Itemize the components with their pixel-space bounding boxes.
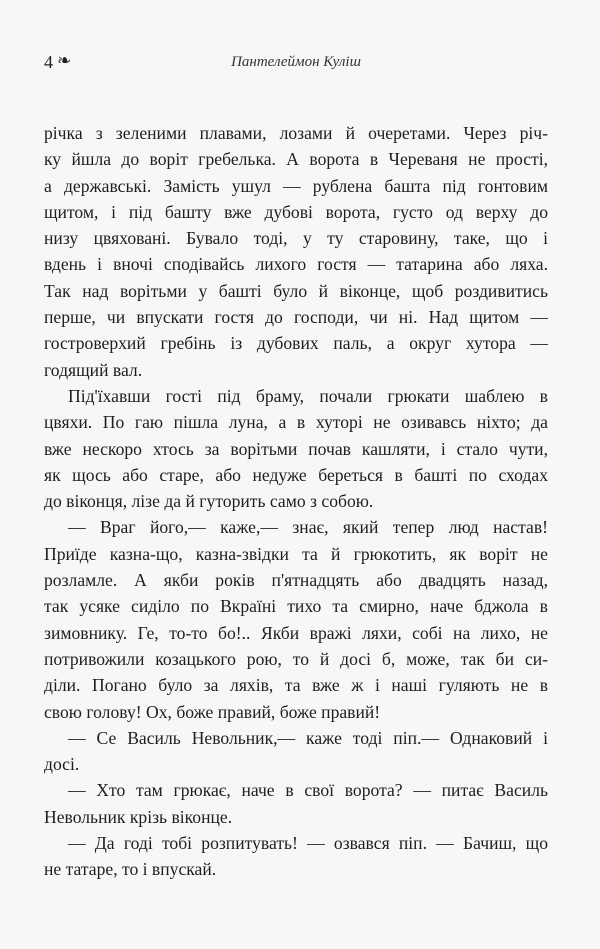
text-line: зимовнику. Ге, то-то бо!.. Якби вражі ляхи, собі на лихо, не — [44, 622, 548, 643]
text-line: низу цвяховані. Бувало тоді, у ту старовину, таке, що і — [44, 228, 548, 249]
text-line: Приїде казна-що, казна-звідки та й грюкотить, як воріт не — [44, 543, 548, 564]
paragraph — [44, 120, 548, 383]
text-line: — Хто там грюкає, наче в свої ворота? — питає Василь — [68, 780, 548, 801]
paragraph — [44, 383, 548, 514]
text-line: а державські. Замість ушул — рублена башта під гонтовим — [44, 175, 548, 196]
running-title: Пантелеймон Куліш — [231, 54, 361, 70]
text-line: вже нескоро хтось за ворітьми почав кашляти, і стало чути, — [44, 438, 548, 459]
text-line: Так над ворітьми у башті було й віконце, щоб роздивитись — [44, 280, 548, 301]
text-line: так усяке сиділо по Вкраїні тихо та смирно, наче бджола в — [44, 596, 548, 617]
text-line: розламле. А якби років п'ятнадцять або двадцять назад, — [44, 570, 548, 591]
text-line: гостроверхий гребінь із дубових паль, а округ хутора — — [44, 333, 548, 354]
page-body-text — [44, 120, 548, 883]
page-number: 4 — [44, 52, 53, 72]
text-line: Під'їхавши гості під браму, почали грюкати шаблею в — [68, 385, 548, 406]
text-line: вдень і вночі сподівайсь лихого гостя — татарина або ляха. — [44, 254, 548, 275]
paragraph — [44, 777, 548, 830]
text-line: потривожили козацького рою, то й досі б, може, так би си- — [44, 648, 548, 669]
text-line: — Враг його,— каже,— знає, який тепер люд настав! — [68, 517, 548, 538]
text-line: ку йшла до воріт гребелька. А ворота в Череваня не прості, — [44, 149, 548, 170]
paragraph — [44, 514, 548, 724]
text-line: щитом, і під башту вже дубові ворота, густо од верху до — [44, 201, 548, 222]
text-line: досі. — [44, 754, 80, 775]
paragraph — [44, 725, 548, 778]
paragraph — [44, 830, 548, 883]
text-line: цвяхи. По гаю пішла луна, а в хуторі не озивавсь ніхто; да — [44, 412, 548, 433]
text-line: діли. Погано було за ляхів, та вже ж і наші гуляють не в — [44, 675, 548, 696]
text-line: Невольник крізь віконце. — [44, 806, 233, 827]
text-line: як щось або старе, або недуже береться в башті по сходах — [44, 464, 548, 485]
text-line: не татаре, то і впускай. — [44, 859, 217, 880]
text-line: свою голову! Ох, боже правий, боже правий! — [44, 701, 381, 722]
page-header — [44, 52, 548, 76]
text-line: річка з зеленими плавами, лозами й очеретами. Через річ- — [44, 123, 548, 143]
text-line: — Се Василь Невольник,— каже тоді піп.— Однаковий і — [68, 727, 548, 748]
text-line: годящий вал. — [44, 359, 143, 380]
text-line: — Да годі тобі розпитувать! — озвався піп. — Бачиш, що — [68, 833, 548, 854]
text-line: до віконця, лізе да й гуторить само з собою. — [44, 491, 374, 512]
text-line: перше, чи впускати гостя до господи, чи ні. Над щитом — — [44, 307, 548, 328]
ornament-icon: ❧ — [57, 51, 72, 70]
